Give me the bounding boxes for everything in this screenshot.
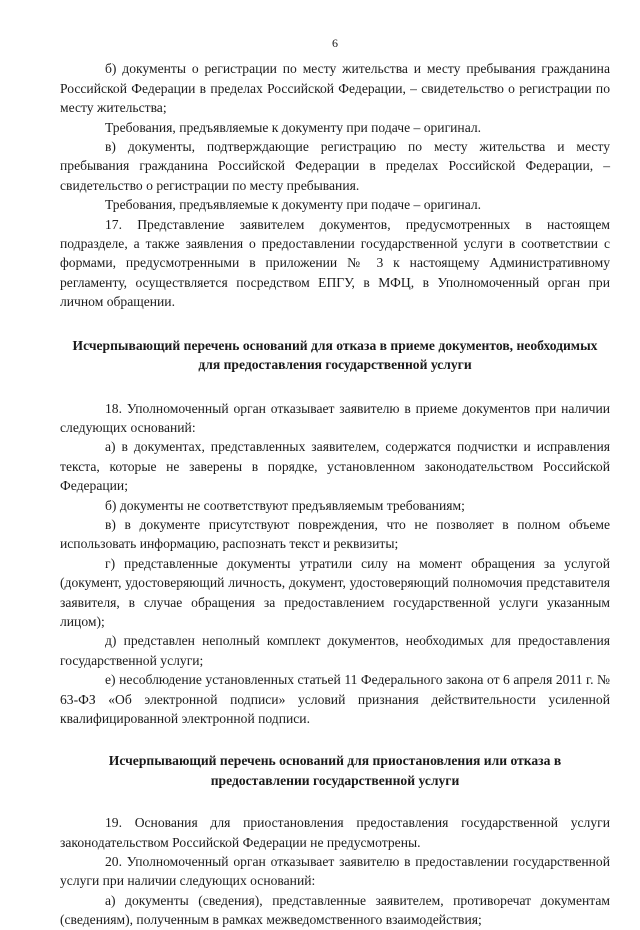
paragraph: е) несоблюдение установленных статьей 11 Федерального закона от 6 апреля 2011 г. № 63-ФЗ «Об электронной подписи» условий признания действительности усиленной квалифицированной электронной подписи. bbox=[60, 672, 610, 726]
page-number: 6 bbox=[332, 36, 338, 50]
paragraph: б) документы о регистрации по месту жительства и месту пребывания гражданина Российской Федерации в пределах Российской Федерации, – свидетельство о регистрации по месту жительства; bbox=[60, 61, 610, 116]
paragraph: г) представленные документы утратили силу на момент обращения за услугой (документ, удостоверяющий личность, документ, удостоверяющий полномочия представителя заявителя, в случае обращения за предоставлением государственной услуги указанным лицом); bbox=[60, 555, 610, 629]
paragraph: 19. Основания для приостановления предоставления государственной услуги законодательством Российской Федерации не предусмотрены. bbox=[60, 815, 610, 850]
spacer bbox=[60, 728, 610, 751]
spacer bbox=[60, 375, 610, 399]
paragraph: д) представлен неполный комплект документов, необходимых для предоставления государственной услуги; bbox=[60, 633, 610, 668]
paragraph: а) в документах, представленных заявителем, содержатся подчистки и исправления текста, которые не заверены в порядке, установленном законодательством Российской Федерации; bbox=[60, 439, 610, 494]
paragraph: Требования, предъявляемые к документу при подаче – оригинал. bbox=[105, 197, 482, 213]
spacer bbox=[60, 790, 610, 813]
paragraph: Требования, предъявляемые к документу при подаче – оригинал. bbox=[105, 119, 482, 135]
paragraph: 18. Уполномоченный орган отказывает заявителю в приеме документов при наличии следующих оснований: bbox=[60, 400, 610, 435]
spacer bbox=[60, 312, 610, 336]
section-heading: Исчерпывающий перечень оснований для отказа в приеме документов, необходимых для предоставления государственной услуги bbox=[72, 337, 598, 373]
paragraph: в) документы, подтверждающие регистрацию по месту жительства и месту пребывания гражданина Российской Федерации в пределах Российской Федерации, – свидетельство о регистрации по месту пребывания. bbox=[60, 139, 610, 193]
paragraph: 17. Представление заявителем документов, предусмотренных в настоящем подразделе, а также заявления о предоставлении государственной услуги в соответствии с формами, предусмотренными в приложении № 3 к настоящему Административному регламенту, осуществляется посредством ЕПГУ, в МФЦ, в Уполномоченный орган при личном обращении. bbox=[60, 216, 610, 310]
paragraph: а) документы (сведения), представленные заявителем, противоречат документам (сведениям), полученным в рамках межведомственного взаимодействия; bbox=[60, 892, 610, 928]
paragraph: 20. Уполномоченный орган отказывает заявителю в предоставлении государственной услуги при наличии следующих оснований: bbox=[60, 854, 610, 889]
paragraph: в) в документе присутствуют повреждения, что не позволяет в полном объеме использовать информацию, распознать текст и реквизиты; bbox=[60, 516, 610, 552]
section-heading: Исчерпывающий перечень оснований для приостановления или отказа в предоставлении государственной услуги bbox=[108, 753, 562, 788]
paragraph: б) документы не соответствуют предъявляемым требованиям; bbox=[105, 497, 465, 513]
